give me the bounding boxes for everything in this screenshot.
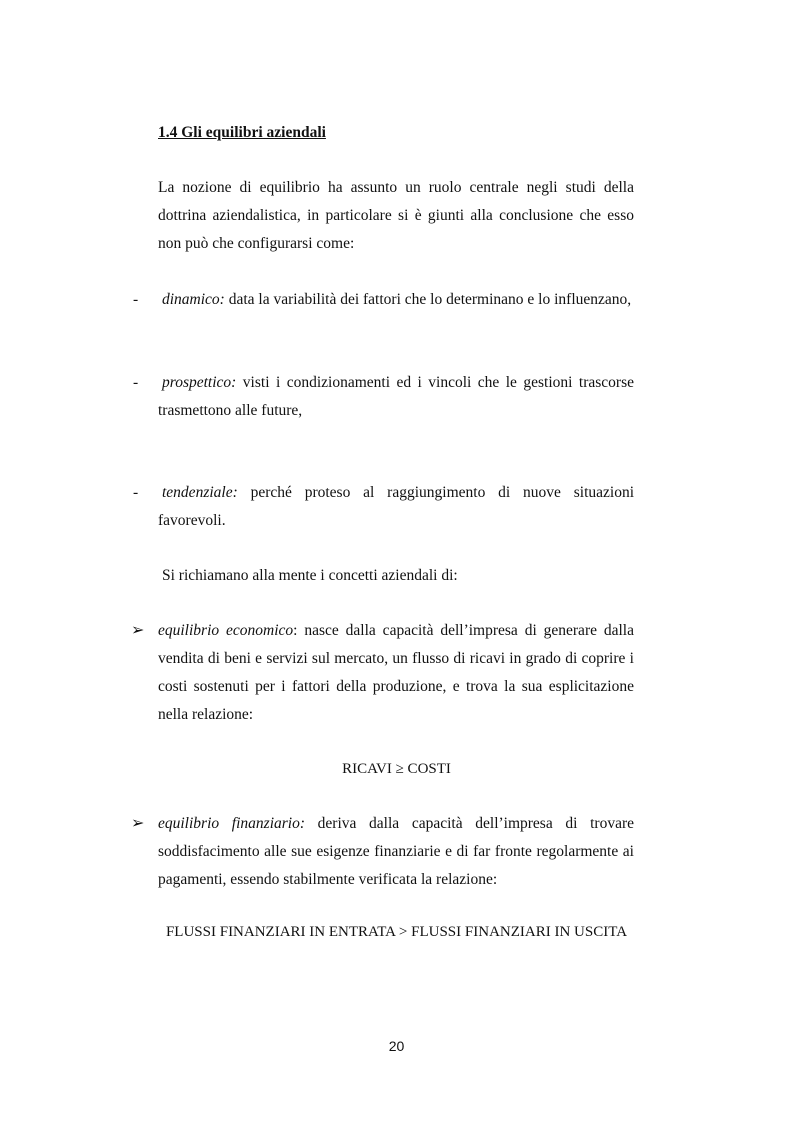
list-item-equilibrio-economico [158, 617, 634, 729]
page-number: 20 [388, 1038, 405, 1054]
formula-economic: RICAVI ≥ COSTI [342, 761, 451, 777]
list-item-text: : nasce dalla capacità dell’impresa di generare dalla vendita di beni e servizi sul mercato, un flusso di ricavi in grado di coprire i costi sostenuti per i fattori della produzione, e trova la sua esplicitazione nella relazione: [158, 622, 634, 723]
list-item-dinamico [158, 286, 634, 314]
dash-marker: - [133, 484, 139, 501]
term-equilibrio-finanziario: equilibrio finanziario: [158, 815, 305, 832]
list-item-text: perché proteso al raggiungimento di nuove situazioni favorevoli. [158, 484, 634, 529]
recall-paragraph: Si richiamano alla mente i concetti aziendali di: [162, 567, 458, 584]
list-item-text: deriva dalla capacità dell’impresa di trovare soddisfacimento alle sue esigenze finanziarie e di far fronte regolarmente ai pagamenti, essendo stabilmente verificata la relazione: [158, 815, 634, 888]
arrow-bullet-icon: ➢ [131, 622, 145, 639]
term-dinamico: dinamico: [162, 291, 225, 308]
list-item-equilibrio-finanziario [158, 810, 634, 894]
list-item-tendenziale [158, 479, 634, 535]
dash-marker: - [133, 374, 139, 391]
list-item-text: visti i condizionamenti ed i vincoli che le gestioni trascorse trasmettono alle future, [158, 374, 634, 419]
section-heading: 1.4 Gli equilibri aziendali [158, 124, 326, 141]
term-prospettico: prospettico: [162, 374, 237, 391]
formula-financial: FLUSSI FINANZIARI IN ENTRATA > FLUSSI FINANZIARI IN USCITA [165, 924, 628, 940]
list-item-prospettico [158, 369, 634, 425]
term-equilibrio-economico: equilibrio economico [158, 622, 294, 639]
term-tendenziale: tendenziale: [162, 484, 238, 501]
intro-paragraph: La nozione di equilibrio ha assunto un ruolo centrale negli studi della dottrina aziendalistica, in particolare si è giunti alla conclusione che esso non può che configurarsi come: [158, 179, 634, 252]
dash-marker: - [133, 291, 139, 308]
list-item-text: data la variabilità dei fattori che lo determinano e lo influenzano, [224, 291, 632, 308]
arrow-bullet-icon: ➢ [131, 815, 145, 832]
